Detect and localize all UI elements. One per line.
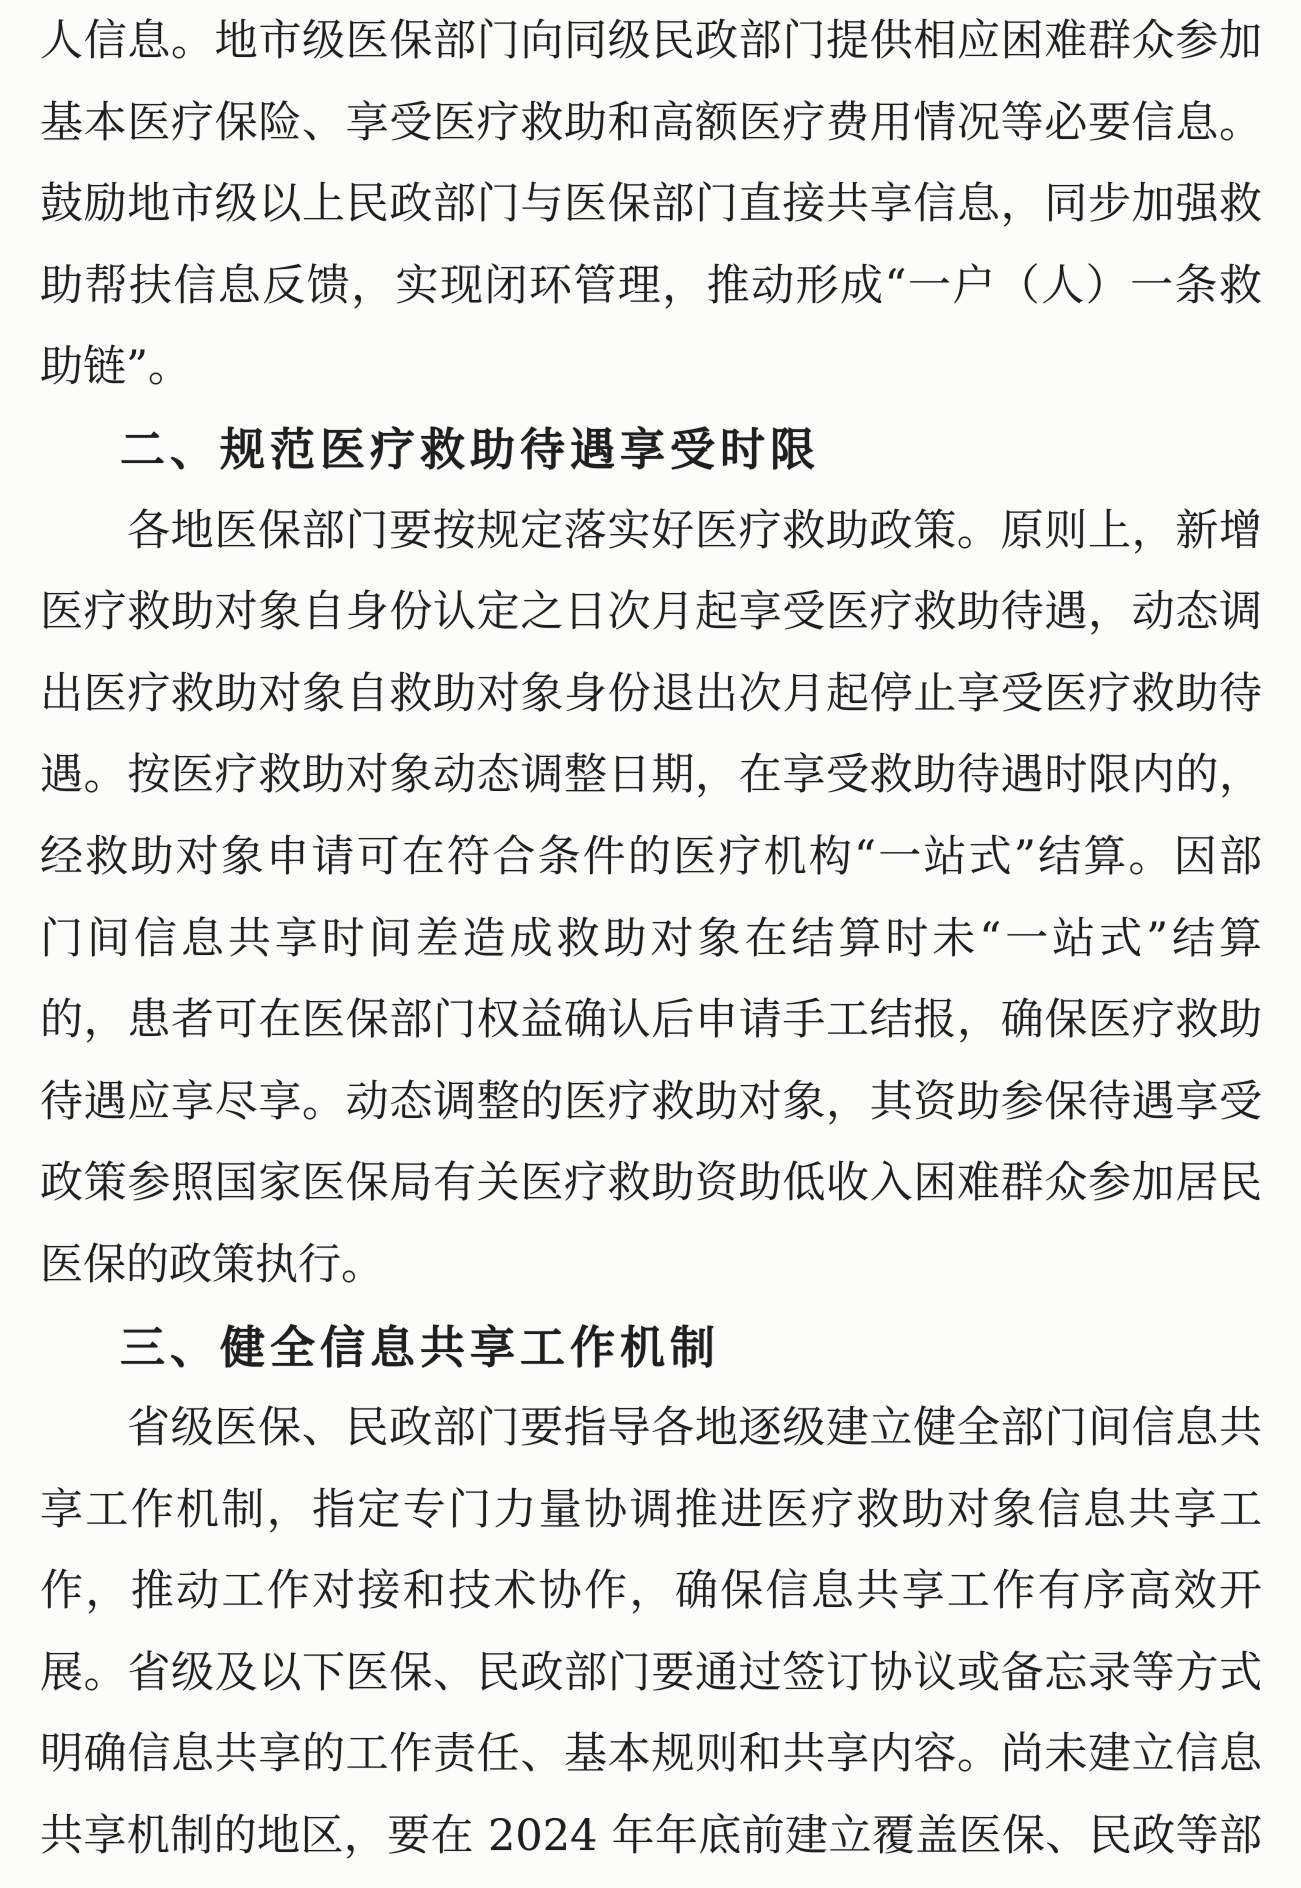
text-line: 基本医疗保险、享受医疗救助和高额医疗费用情况等必要信息。 xyxy=(40,97,1262,148)
text-line: 共享机制的地区，要在 2024 年年底前建立覆盖医保、民政等部 xyxy=(40,1811,1262,1862)
text-line: 享工作机制，指定专门力量协调推进医疗救助对象信息共享工 xyxy=(40,1484,1262,1535)
text-line: 助帮扶信息反馈，实现闭环管理，推动形成“一户（人）一条救 xyxy=(40,260,1262,311)
text-line: 政策参照国家医保局有关医疗救助资助低收入困难群众参加居民 xyxy=(40,1158,1262,1209)
text-line: 遇。按医疗救助对象动态调整日期，在享受救助待遇时限内的， xyxy=(40,750,1262,801)
text-line: 人信息。地市级医保部门向同级民政部门提供相应困难群众参加 xyxy=(40,16,1262,66)
section-heading: 二、规范医疗救助待遇享受时限 xyxy=(120,422,821,476)
text-line: 明确信息共享的工作责任、基本规则和共享内容。尚未建立信息 xyxy=(40,1729,1262,1780)
text-line: 待遇应享尽享。动态调整的医疗救助对象，其资助参保待遇享受 xyxy=(40,1076,1262,1127)
text-line: 省级医保、民政部门要指导各地逐级建立健全部门间信息共 xyxy=(127,1403,1262,1454)
text-line: 的，患者可在医保部门权益确认后申请手工结报，确保医疗救助 xyxy=(40,995,1262,1046)
text-line: 医保的政策执行。 xyxy=(40,1239,384,1290)
text-line: 门间信息共享时间差造成救助对象在结算时未“一站式”结算 xyxy=(40,913,1262,964)
text-line: 鼓励地市级以上民政部门与医保部门直接共享信息，同步加强救 xyxy=(40,179,1262,230)
text-line: 医疗救助对象自身份认定之日次月起享受医疗救助待遇，动态调 xyxy=(40,587,1262,638)
text-line: 出医疗救助对象自救助对象身份退出次月起停止享受医疗救助待 xyxy=(40,668,1262,719)
text-line: 经救助对象申请可在符合条件的医疗机构“一站式”结算。因部 xyxy=(40,831,1262,882)
text-line: 展。省级及以下医保、民政部门要通过签订协议或备忘录等方式 xyxy=(40,1647,1262,1698)
text-line: 各地医保部门要按规定落实好医疗救助政策。原则上，新增 xyxy=(127,505,1262,556)
text-line: 作，推动工作对接和技术协作，确保信息共享工作有序高效开 xyxy=(40,1566,1262,1617)
text-line: 助链”。 xyxy=(40,342,191,393)
section-heading: 三、健全信息共享工作机制 xyxy=(120,1320,721,1374)
